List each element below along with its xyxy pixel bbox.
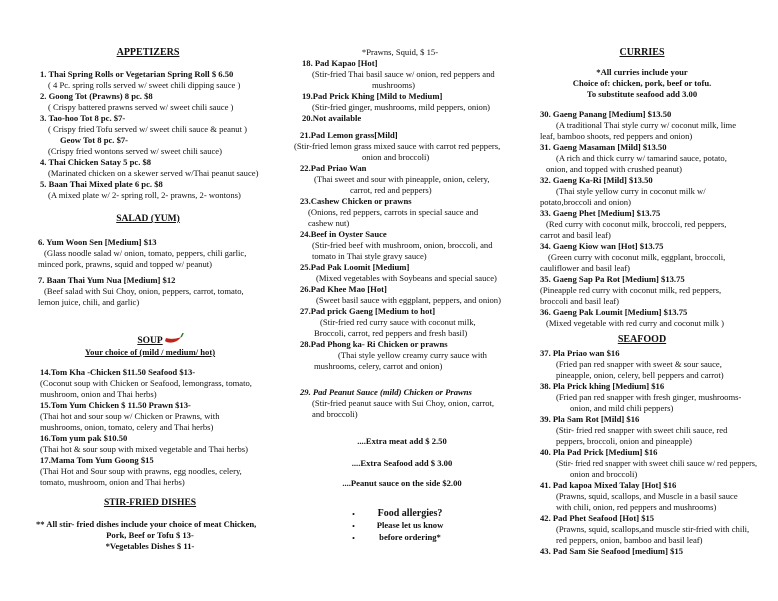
menu-line: (Coconut soup with Chicken or Seafood, lemongrass, tomato, bbox=[40, 378, 252, 388]
menu-line: broccoli and basil leaf) bbox=[540, 296, 619, 306]
menu-line: 17.Mama Tom Yum Goong $15 bbox=[40, 455, 154, 465]
menu-line: 35. Gaeng Sap Pa Rot [Medium] $13.75 bbox=[540, 274, 685, 284]
menu-line: 20.Not available bbox=[302, 113, 362, 123]
menu-line: 39. Pla Sam Rot [Mild] $16 bbox=[540, 414, 640, 424]
menu-line: 2. Goong Tot (Prawns) 8 pc. $8 bbox=[40, 91, 153, 101]
menu-line: 36. Gaeng Pak Loumit [Medium] $13.75 bbox=[540, 307, 688, 317]
menu-line: (Glass noodle salad w/ onion, tomato, peppers, chili garlic, bbox=[44, 248, 247, 258]
menu-line: ( 4 Pc. spring rolls served w/ sweet chili dipping sauce ) bbox=[48, 80, 241, 90]
menu-line: 3. Tao-hoo Tot 8 pc. $7- bbox=[40, 113, 126, 123]
menu-line: (Stir- fried red snapper with sweet chili sauce w/ red peppers, bbox=[556, 459, 758, 468]
menu-line: tomato, mushroom, onion and Thai herbs) bbox=[40, 477, 185, 487]
menu-line: (Prawns, squid, scallops,and muscle stir-fried with chili, bbox=[556, 524, 750, 534]
curries-heading: CURRIES bbox=[619, 47, 665, 58]
menu-line: 14.Tom Kha -Chicken $11.50 Seafood $13- bbox=[40, 367, 196, 377]
menu-line: (Fried pan red snapper with sweet & sour sauce, bbox=[556, 359, 722, 369]
menu-line: 22.Pad Priao Wan bbox=[300, 163, 367, 173]
menu-line: 25.Pad Pak Loomit [Medium] bbox=[300, 262, 410, 272]
menu-line: peppers, broccoli, onion and pineapple) bbox=[556, 436, 693, 446]
appetizers-heading: APPETIZERS bbox=[116, 47, 180, 58]
menu-line: (Stir-fried ginger, mushrooms, mild peppers, onion) bbox=[312, 102, 491, 112]
menu-line: 29. Pad Peanut Sauce (mild) Chicken or Prawns bbox=[300, 387, 472, 397]
bullet: • bbox=[352, 521, 356, 531]
menu-line: (Stir-fried red curry sauce with coconut milk, bbox=[320, 317, 476, 327]
menu-line: 18. Pad Kapao [Hot] bbox=[302, 58, 378, 68]
menu-line: 5. Baan Thai Mixed plate 6 pc. $8 bbox=[40, 179, 163, 189]
menu-line: (Stir- fried red snapper with sweet chili sauce, red bbox=[556, 425, 728, 435]
menu-line: *Prawns, Squid, $ 15- bbox=[361, 47, 439, 57]
menu-line: 43. Pad Sam Sie Seafood [medium] $15 bbox=[540, 546, 683, 556]
extra-meat-note: ....Extra meat add $ 2.50 bbox=[357, 436, 447, 446]
menu-line: 30. Gaeng Panang [Medium] $13.50 bbox=[540, 109, 672, 119]
menu-line: 34. Gaeng Kiow wan [Hot] $13.75 bbox=[540, 241, 664, 251]
menu-line: mushrooms, celery, carrot and onion) bbox=[314, 361, 443, 371]
allergy-note: Please let us know bbox=[376, 520, 444, 530]
menu-line: Broccoli, carrot, red peppers and fresh basil) bbox=[314, 328, 468, 338]
menu-line: 38. Pla Prick khing [Medium] $16 bbox=[540, 381, 665, 391]
stirfry-heading: STIR-FRIED DISHES bbox=[103, 498, 197, 508]
menu-line: carrot and basil leaf) bbox=[540, 230, 611, 240]
menu-line: onion and broccoli) bbox=[570, 469, 638, 479]
menu-line: (Thai hot & sour soup with mixed vegetable and Thai herbs) bbox=[40, 444, 248, 454]
chili-pepper-icon bbox=[162, 333, 184, 345]
menu-line: (Stir-fried beef with mushroom, onion, broccoli, and bbox=[312, 240, 493, 250]
menu-line: cashew nut) bbox=[308, 218, 350, 228]
menu-line: mushrooms, onion, tomato, celery and Thai herbs) bbox=[40, 422, 214, 432]
menu-line: (Stir-fried peanut sauce with Sui Choy, onion, carrot, bbox=[312, 398, 495, 408]
menu-line: (Crispy fried wontons served w/ sweet chili sauce) bbox=[48, 146, 222, 156]
menu-line: *Vegetables Dishes $ 11- bbox=[105, 541, 195, 551]
menu-line: (Prawns, squid, scallops, and Muscle in a basil sauce bbox=[556, 491, 738, 501]
menu-line: Pork, Beef or Tofu $ 13- bbox=[106, 530, 194, 540]
menu-line: (Mixed vegetable with red curry and coconut milk ) bbox=[546, 318, 725, 328]
menu-line: 24.Beef in Oyster Sauce bbox=[300, 229, 387, 239]
curries-intro: *All curries include your bbox=[596, 67, 688, 77]
menu-line: (Stir-fried Thai basil sauce w/ onion, red peppers and bbox=[312, 69, 495, 79]
bullet: • bbox=[352, 509, 356, 519]
menu-line: red peppers, onion, bamboo and basil leaf) bbox=[556, 535, 703, 545]
menu-line: 31. Gaeng Masaman [Mild] $13.50 bbox=[540, 142, 667, 152]
menu-line: and broccoli) bbox=[312, 409, 358, 419]
menu-line: mushroom, onion and Thai herbs) bbox=[40, 389, 157, 399]
salad-heading: SALAD (YUM) bbox=[116, 214, 180, 224]
menu-line: onion, and mild chili peppers) bbox=[570, 403, 674, 413]
menu-line: lemon juice, chili, and garlic) bbox=[38, 297, 140, 307]
menu-line: ( Crispy fried Tofu served w/ sweet chili sauce & peanut ) bbox=[48, 124, 247, 134]
menu-line: mushrooms) bbox=[372, 80, 415, 90]
menu-line: (Green curry with coconut milk, eggplant, broccoli, bbox=[548, 252, 726, 262]
menu-line: onion and broccoli) bbox=[362, 152, 430, 162]
menu-line: 15.Tom Yum Chicken $ 11.50 Prawn $13- bbox=[40, 400, 191, 410]
bullet: • bbox=[352, 533, 356, 543]
menu-line: (Stir-fried lemon grass mixed sauce with carrot red peppers, bbox=[294, 141, 501, 151]
menu-line: (A mixed plate w/ 2- spring roll, 2- prawns, 2- wontons) bbox=[48, 190, 241, 200]
menu-line: 32. Gaeng Ka-Ri [Mild] $13.50 bbox=[540, 175, 653, 185]
menu-line: (Pineapple red curry with coconut milk, red peppers, bbox=[540, 285, 722, 295]
menu-line: 4. Thai Chicken Satay 5 pc. $8 bbox=[40, 157, 152, 167]
menu-line: 7. Baan Thai Yum Nua [Medium] $12 bbox=[38, 275, 176, 285]
menu-line: leaf, bamboo shoots, red peppers and onion) bbox=[540, 131, 693, 141]
menu-line: 40. Pla Pad Prick [Medium] $16 bbox=[540, 447, 658, 457]
menu-line: 41. Pad kapoa Mixed Talay [Hot] $16 bbox=[540, 480, 677, 490]
extra-seafood-note: ....Extra Seafood add $ 3.00 bbox=[351, 458, 453, 468]
allergy-note: before ordering* bbox=[379, 532, 441, 542]
menu-line: 33. Gaeng Phet [Medium] $13.75 bbox=[540, 208, 661, 218]
menu-line: (Beef salad with Sui Choy, onion, peppers, carrot, tomato, bbox=[44, 286, 244, 296]
menu-line: (Thai hot and sour soup w/ Chicken or Prawns, with bbox=[40, 411, 220, 421]
menu-line: (Thai sweet and sour with pineapple, onion, celery, bbox=[314, 174, 490, 184]
menu-line: 28.Pad Phong ka- Ri Chicken or prawns bbox=[300, 339, 448, 349]
menu-line: potato,broccoli and onion) bbox=[540, 197, 631, 207]
menu-line: (Mixed vegetables with Soybeans and special sauce) bbox=[316, 273, 497, 283]
menu-line: (Marinated chicken on a skewer served w/Thai peanut sauce) bbox=[48, 168, 259, 178]
menu-line: tomato in Thai style gravy sauce) bbox=[312, 251, 427, 261]
soup-subheading: Your choice of (mild / medium/ hot) bbox=[84, 347, 216, 357]
allergy-note: Food allergies? bbox=[377, 508, 443, 519]
menu-line: (Sweet basil sauce with eggplant, peppers, and onion) bbox=[316, 295, 501, 305]
menu-line: carrot, red and peppers) bbox=[350, 185, 432, 195]
menu-line: 16.Tom yum pak $10.50 bbox=[40, 433, 128, 443]
curries-intro: To substitute seafood add 3.00 bbox=[586, 89, 698, 99]
menu-line: (Thai style yellow curry in coconut milk w/ bbox=[556, 186, 706, 196]
menu-line: pineapple, onion, celery, bell peppers and carrot) bbox=[556, 370, 724, 380]
menu-line: 1. Thai Spring Rolls or Vegetarian Spring Roll $ 6.50 bbox=[40, 69, 234, 79]
menu-line: minced pork, prawns, squid and topped w/ peanut) bbox=[38, 259, 212, 269]
menu-line: ** All stir- fried dishes include your choice of meat Chicken, bbox=[36, 519, 257, 529]
menu-line: onion, and topped with crushed peanut) bbox=[546, 164, 683, 174]
curries-intro: Choice of: chicken, pork, beef or tofu. bbox=[572, 78, 712, 88]
menu-line: (Fried pan red snapper with fresh ginger, mushrooms- bbox=[556, 392, 742, 402]
menu-line: 23.Cashew Chicken or prawns bbox=[300, 196, 412, 206]
menu-line: (Onions, red peppers, carrots in special sauce and bbox=[308, 207, 479, 217]
soup-heading: SOUP bbox=[137, 336, 163, 346]
menu-line: 37. Pla Priao wan $16 bbox=[540, 348, 620, 358]
menu-line: (Red curry with coconut milk, broccoli, red peppers, bbox=[546, 219, 727, 229]
menu-line: 6. Yum Woon Sen [Medium] $13 bbox=[38, 237, 157, 247]
menu-line: (A rich and thick curry w/ tamarind sauce, potato, bbox=[556, 153, 727, 163]
menu-line: Geow Tot 8 pc. $7- bbox=[60, 135, 129, 145]
menu-line: 26.Pad Khee Mao [Hot] bbox=[300, 284, 387, 294]
menu-line: ( Crispy battered prawns served w/ sweet chili sauce ) bbox=[48, 102, 234, 112]
menu-line: (A traditional Thai style curry w/ coconut milk, lime bbox=[556, 120, 737, 130]
seafood-heading: SEAFOOD bbox=[617, 334, 667, 345]
menu-line: 42. Pad Phet Seafood [Hot] $15 bbox=[540, 513, 655, 523]
peanut-sauce-note: ....Peanut sauce on the side $2.00 bbox=[342, 478, 462, 488]
menu-line: 21.Pad Lemon grass[Mild] bbox=[300, 130, 398, 140]
menu-line: (Thai style yellow creamy curry sauce with bbox=[338, 350, 487, 360]
menu-line: 27.Pad prick Gaeng [Medium to hot] bbox=[300, 306, 436, 316]
menu-line: (Thai Hot and Sour soup with prawns, egg noodles, celery, bbox=[40, 466, 242, 476]
menu-line: 19.Pad Prick Khing [Mild to Medium] bbox=[302, 91, 443, 101]
menu-line: cauliflower and basil leaf) bbox=[540, 263, 630, 273]
menu-line: with chili, onion, red peppers and mushrooms) bbox=[556, 502, 717, 512]
